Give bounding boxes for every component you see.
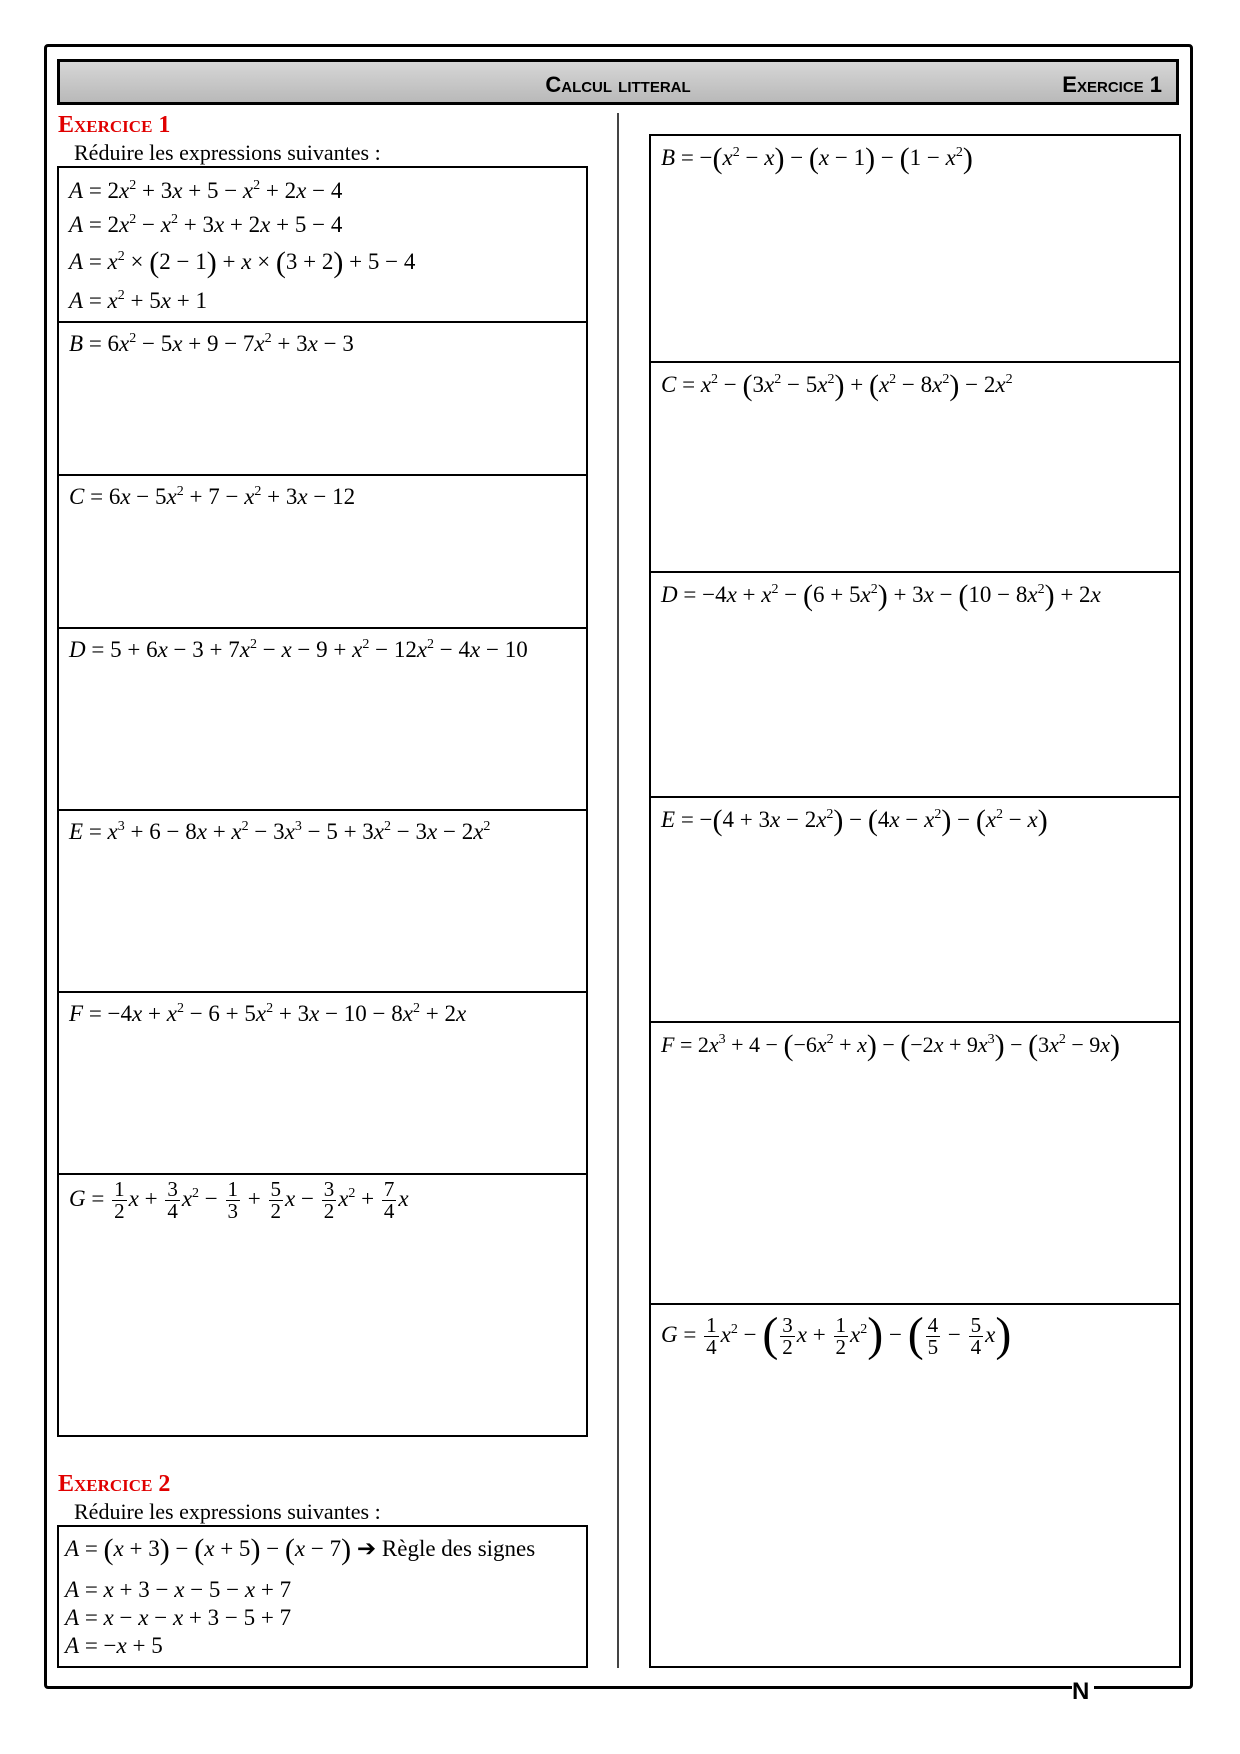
header-title: Calcul litteral xyxy=(545,72,691,97)
expr-a-1: $A = 2x^2 + 3x + 5 - x^2 + 2x - 4$ xyxy=(69,178,343,203)
expr-d: $D = 5 + 6x - 3 + 7x^2 - x - 9 + x^2 - 12x^2 - 4x - 10$ xyxy=(69,637,528,662)
ex2-line-4: A = −x + 5 xyxy=(65,1633,163,1658)
expr-rb: $B = -(x^2 - x) - (x - 1) - (1 - x^2)$ xyxy=(661,142,973,175)
expr-f: $F = -4x + x^2 - 6 + 5x^2 + 3x - 10 - 8x^2 + 2x$ xyxy=(69,1001,467,1026)
cell-rb xyxy=(651,136,1179,361)
cell-a xyxy=(59,168,586,321)
exercise-2-title: Exercice 2 xyxy=(58,1471,171,1497)
cell-d xyxy=(59,627,586,809)
exercise-1-right-box xyxy=(649,134,1181,1668)
column-divider xyxy=(617,113,619,1668)
cell-rc xyxy=(651,361,1179,571)
exercise-2-instruction: Réduire les expressions suivantes : xyxy=(74,1499,381,1524)
expr-a-4: $A = x^2 + 5x + 1$ xyxy=(69,288,207,313)
header-exercise: Exercice 1 xyxy=(1062,72,1162,97)
exercise-1-left-box xyxy=(57,166,588,1437)
cell-g xyxy=(59,1173,586,1435)
exercise-2-box xyxy=(57,1525,588,1668)
cell-rf xyxy=(651,1021,1179,1303)
ex2-line-3: A = x − x − x + 3 − 5 + 7 xyxy=(65,1605,292,1630)
expr-e: $E = x^3 + 6 - 8x + x^2 - 3x^3 - 5 + 3x^2 - 3x - 2x^2$ xyxy=(69,819,491,844)
page-header xyxy=(57,59,1179,105)
cell-rg xyxy=(651,1303,1179,1666)
sign-rule-note: ➔ Règle des signes xyxy=(356,1536,536,1561)
cell-e xyxy=(59,809,586,991)
cell-c xyxy=(59,474,586,627)
expr-rf: $F = 2x^3 + 4 - (-6x^2 + x) - (-2x + 9x^3) - (3x^2 - 9x)$ xyxy=(661,1029,1121,1062)
expr-a-2: $A = 2x^2 - x^2 + 3x + 2x + 5 - 4$ xyxy=(69,212,343,237)
expr-rd: $D = -4x + x^2 - (6 + 5x^2) + 3x - (10 - 8x^2) + 2x$ xyxy=(661,579,1101,612)
expr-c: $C = 6x - 5x^2 + 7 - x^2 + 3x - 12$ xyxy=(69,484,356,509)
exercise-1-title: Exercice 1 xyxy=(58,112,171,138)
expr-b: $B = 6x^2 - 5x + 9 - 7x^2 + 3x - 3$ xyxy=(69,331,354,356)
expr-rc: $C = x^2 - (3x^2 - 5x^2) + (x^2 - 8x^2) - 2x^2$ xyxy=(661,369,1013,402)
cell-rd xyxy=(651,571,1179,796)
exercise-1-instruction: Réduire les expressions suivantes : xyxy=(74,140,381,165)
expr-re: $E = -(4 + 3x - 2x^2) - (4x - x^2) - (x^2 - x)$ xyxy=(661,804,1048,837)
cell-re xyxy=(651,796,1179,1021)
expr-rg: G = $\frac{1}{4}$ $x^2$ − ( $\frac{3}{2}$ x + $\frac{1}{2}$ $x^2$) − ( $\frac{4}{5}$ − $\frac{5}{4}$ x) xyxy=(661,1308,1012,1361)
cell-f xyxy=(59,991,586,1173)
expr-g: G = $\frac{1}{2}$ x + $\frac{3}{4}$ $x^2$ − $\frac{1}{3}$ + $\frac{5}{2}$ x − $\frac{3}{2}$ $x^2$ + $\frac{7}{4}$ x xyxy=(69,1177,409,1223)
corner-mark: N xyxy=(1072,1681,1094,1703)
ex2-line-1: A = (x + 3) − (x + 5) − (x − 7) ➔ Règle des signes xyxy=(65,1533,536,1566)
cell-b xyxy=(59,321,586,474)
ex2-line-2: A = x + 3 − x − 5 − x + 7 xyxy=(65,1577,292,1602)
expr-a-3: $A = x^2 \times (2 - 1) + x \times (3 + 2) + 5 - 4$ xyxy=(69,246,416,279)
